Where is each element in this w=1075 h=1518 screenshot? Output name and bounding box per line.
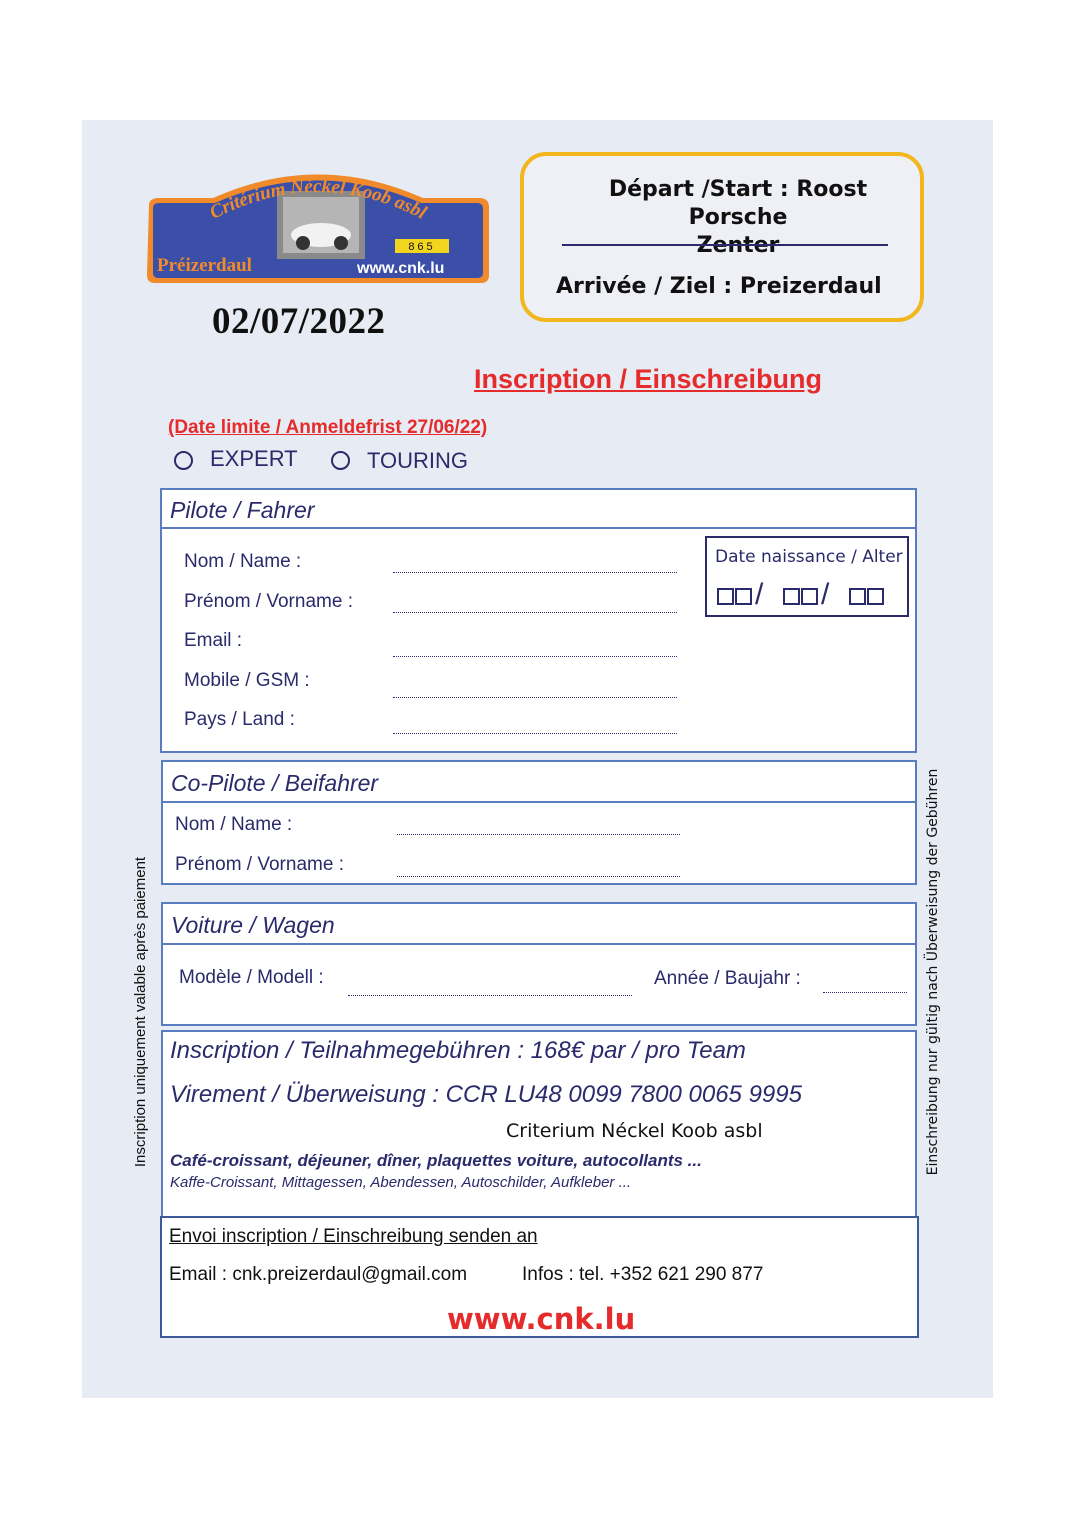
date-slash-icon: / [821, 578, 830, 611]
logo-arc-text: Critérium Néckel Koob asbl [206, 175, 430, 224]
included-de: Kaffe-Croissant, Mittagessen, Abendessen, Autoschilder, Aufkleber ... [170, 1174, 632, 1191]
birth-month-digit-2[interactable] [801, 588, 818, 605]
start-line-1: Départ /Start : Roost Porsche [608, 177, 868, 230]
pilot-email-label: Email : [184, 630, 243, 651]
left-side-note: Inscription uniquement valable après paiement [132, 856, 149, 1168]
route-box [520, 152, 924, 322]
pilot-country-label: Pays / Land : [184, 709, 295, 730]
label-expert: EXPERT [210, 446, 298, 471]
birthdate-box [705, 536, 909, 617]
birth-day-digit-1[interactable] [717, 588, 734, 605]
pilot-title: Pilote / Fahrer [162, 490, 915, 529]
birthdate-label: Date naissance / Alter [715, 547, 903, 567]
start-location [558, 176, 918, 260]
radio-expert[interactable] [174, 451, 193, 470]
car-section [161, 902, 917, 1026]
finish-location: Arrivée / Ziel : Preizerdaul [556, 274, 882, 299]
send-title: Envoi inscription / Einschreibung senden an [169, 1226, 538, 1247]
fee-amount: Inscription / Teilnahmegebühren : 168€ par / pro Team [170, 1037, 746, 1064]
pilot-email-field[interactable] [393, 656, 677, 657]
right-side-note: Einschreibung nur gültig nach Überweisung der Gebühren [925, 768, 941, 1176]
date-slash-icon: / [755, 578, 764, 611]
rally-plate-logo [143, 163, 493, 285]
form-heading: Inscription / Einschreibung [474, 364, 823, 394]
pilot-mobile-label: Mobile / GSM : [184, 670, 310, 691]
copilot-firstname-label: Prénom / Vorname : [175, 854, 344, 875]
label-touring: TOURING [367, 448, 469, 473]
birth-day-digit-2[interactable] [735, 588, 752, 605]
car-model-label: Modèle / Modell : [179, 967, 324, 988]
contact-phone: Infos : tel. +352 621 290 877 [522, 1264, 764, 1285]
pilot-name-label: Nom / Name : [184, 551, 302, 572]
birth-month-digit-1[interactable] [783, 588, 800, 605]
event-date: 02/07/2022 [212, 301, 386, 342]
pilot-name-field[interactable] [393, 572, 677, 573]
copilot-title: Co-Pilote / Beifahrer [163, 762, 915, 803]
logo-place: Préizerdaul [157, 255, 252, 276]
beneficiary: Criterium Néckel Koob asbl [506, 1120, 763, 1142]
birth-year-digit-2[interactable] [867, 588, 884, 605]
pilot-firstname-label: Prénom / Vorname : [184, 591, 353, 612]
logo-number: 865 [408, 241, 436, 253]
car-title: Voiture / Wagen [163, 904, 915, 945]
start-line-2: Zenter [696, 233, 780, 258]
pilot-firstname-field[interactable] [393, 612, 677, 613]
radio-touring[interactable] [331, 451, 350, 470]
pilot-mobile-field[interactable] [393, 697, 677, 698]
copilot-name-field[interactable] [397, 834, 680, 835]
pilot-country-field[interactable] [393, 733, 677, 734]
route-divider [562, 244, 888, 246]
car-model-field[interactable] [348, 995, 632, 996]
car-year-label: Année / Baujahr : [654, 968, 801, 989]
copilot-name-label: Nom / Name : [175, 814, 293, 835]
car-year-field[interactable] [823, 992, 907, 993]
included-fr: Café-croissant, déjeuner, dîner, plaquettes voiture, autocollants ... [170, 1151, 702, 1170]
copilot-firstname-field[interactable] [397, 876, 680, 877]
website-link[interactable]: www.cnk.lu [447, 1302, 636, 1336]
deadline-note: (Date limite / Anmeldefrist 27/06/22) [168, 417, 488, 438]
contact-email: Email : cnk.preizerdaul@gmail.com [169, 1264, 468, 1285]
logo-website: www.cnk.lu [357, 260, 445, 277]
birth-year-digit-1[interactable] [849, 588, 866, 605]
bank-transfer: Virement / Überweisung : CCR LU48 0099 7800 0065 9995 [170, 1081, 802, 1108]
